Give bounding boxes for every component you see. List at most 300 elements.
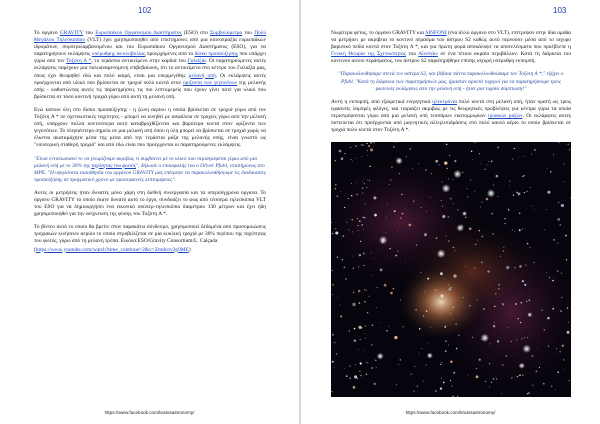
star bbox=[372, 324, 374, 326]
star bbox=[524, 337, 525, 338]
star bbox=[449, 155, 450, 156]
star bbox=[451, 386, 452, 387]
star bbox=[443, 382, 445, 384]
star bbox=[481, 262, 483, 264]
text-run: . Οι εκλάμψεις αυτές προέρχονται από υλικό που βρίσκεται σε τροχιά πολύ κοντά στον bbox=[34, 72, 266, 86]
star bbox=[506, 355, 507, 356]
star bbox=[489, 363, 491, 365]
star bbox=[487, 270, 489, 272]
quote-block bbox=[331, 71, 571, 92]
star bbox=[400, 359, 401, 360]
star bbox=[486, 198, 489, 201]
star bbox=[375, 360, 376, 361]
text-run: ", δήλωσε ο επικεφαλής του ο Oliver Pfuhl, επιστήμονας στο MPE. "Η υψηλότατα ευαισθησία του οργάνου GRAVITY μας επέτρεψε να παρακολουθήσουμε τις διαδικασίες προσαύξησης σε πραγματικό χρόνο με πρωτοφανείς λεπτομέρειες". bbox=[34, 162, 266, 183]
star bbox=[526, 301, 528, 303]
bright-star bbox=[487, 189, 495, 197]
star bbox=[550, 171, 551, 172]
star bbox=[564, 163, 565, 164]
star bbox=[430, 327, 431, 328]
star bbox=[343, 235, 345, 237]
star bbox=[358, 230, 359, 231]
star bbox=[355, 145, 356, 146]
star bbox=[441, 200, 442, 201]
star bbox=[361, 156, 362, 157]
star bbox=[427, 278, 429, 280]
star bbox=[362, 187, 364, 189]
star bbox=[352, 231, 353, 232]
text-run: του bbox=[83, 30, 96, 36]
hyperlink[interactable]: ορίζοντα των γεγονότων bbox=[182, 79, 237, 86]
star bbox=[446, 144, 448, 146]
star bbox=[436, 237, 438, 239]
hyperlink[interactable]: ταχύτητας του φωτός bbox=[91, 162, 136, 169]
star bbox=[440, 272, 443, 275]
hyperlink[interactable]: Γαλαξία bbox=[187, 58, 206, 65]
star bbox=[395, 142, 396, 143]
star bbox=[442, 181, 443, 182]
star bbox=[353, 386, 356, 389]
star bbox=[567, 331, 570, 334]
star bbox=[567, 307, 568, 308]
star bbox=[563, 181, 564, 182]
star bbox=[385, 232, 386, 233]
star bbox=[486, 164, 487, 165]
star bbox=[563, 369, 564, 370]
hyperlink[interactable]: GRAVITY bbox=[59, 30, 84, 36]
star bbox=[367, 150, 368, 151]
star bbox=[462, 172, 464, 174]
star bbox=[492, 233, 494, 235]
star bbox=[332, 294, 333, 295]
star bbox=[348, 198, 349, 199]
star bbox=[448, 344, 449, 345]
star bbox=[335, 188, 337, 190]
star bbox=[366, 187, 367, 188]
bright-star bbox=[440, 294, 444, 298]
star bbox=[546, 209, 547, 210]
star bbox=[397, 231, 398, 232]
star bbox=[521, 338, 522, 339]
bright-star bbox=[377, 353, 384, 360]
star bbox=[444, 161, 447, 164]
star bbox=[371, 252, 372, 253]
star bbox=[424, 233, 427, 236]
star bbox=[413, 201, 414, 202]
star bbox=[365, 204, 366, 205]
star bbox=[393, 146, 394, 147]
text-run: Το όργανο bbox=[34, 30, 60, 36]
star bbox=[557, 218, 560, 221]
star bbox=[532, 355, 534, 357]
star bbox=[358, 266, 359, 267]
star bbox=[362, 192, 363, 193]
bright-star bbox=[481, 334, 489, 342]
star bbox=[547, 191, 550, 194]
star bbox=[376, 367, 377, 368]
star bbox=[335, 184, 337, 186]
star bbox=[349, 330, 350, 331]
star bbox=[345, 278, 347, 280]
star bbox=[476, 375, 479, 378]
star bbox=[446, 168, 447, 169]
star bbox=[357, 378, 358, 379]
star bbox=[374, 214, 377, 217]
star bbox=[539, 367, 540, 368]
star bbox=[529, 247, 530, 248]
hyperlink[interactable]: υπέρυθρης ακτινοβολίας bbox=[91, 51, 146, 58]
star bbox=[480, 164, 481, 165]
star bbox=[524, 192, 525, 193]
star bbox=[334, 160, 336, 162]
star bbox=[549, 277, 550, 278]
star bbox=[565, 235, 567, 237]
star bbox=[332, 233, 333, 234]
star bbox=[506, 266, 509, 269]
star bbox=[370, 142, 372, 144]
star bbox=[523, 156, 524, 157]
star bbox=[356, 194, 357, 195]
star bbox=[524, 284, 526, 286]
star bbox=[496, 175, 499, 178]
star bbox=[333, 343, 334, 344]
star bbox=[496, 378, 497, 379]
star bbox=[536, 371, 538, 373]
star bbox=[423, 315, 424, 316]
page-footer-url: https://www.facebook.com/kratosastronomy/ bbox=[405, 410, 496, 415]
star bbox=[440, 364, 441, 365]
text-run: της μελανής οπής - καθιστώντας αυτές τις παρατηρήσεις τις πιο λεπτομερείς που έχουν γίνει ποτέ για υλικό που βρίσκεται σε τόσο κοντινή τροχιά γύρω από αυτή τη μελανή οπή. bbox=[34, 79, 266, 100]
star bbox=[454, 251, 455, 252]
star bbox=[553, 154, 554, 155]
hyperlink[interactable]: Ευρωπαϊκού Οργανισμού Διαστήματος bbox=[95, 30, 182, 36]
star bbox=[507, 327, 508, 328]
text-run: πολύ κοντά στη μελανή οπή, ήταν ορατή ως τρεις εμφανείς λαμπρές φλόγες, και ταιριάζει ακριβώς με τις θεωρητικές προβλέψεις για κέντρα γύρω τα οποία περιστρέφονται γύρω από μια μελανή οπή τεσσάρων εκατομμυρίων bbox=[331, 98, 571, 119]
star bbox=[355, 364, 356, 365]
star bbox=[441, 378, 442, 379]
star bbox=[421, 348, 422, 349]
star bbox=[358, 326, 361, 329]
star bbox=[439, 164, 440, 165]
star bbox=[509, 181, 510, 182]
star bbox=[364, 301, 366, 303]
star bbox=[331, 391, 332, 392]
star bbox=[508, 209, 510, 211]
star bbox=[497, 146, 499, 148]
star bbox=[504, 223, 505, 224]
star bbox=[450, 361, 452, 363]
star bbox=[370, 148, 373, 151]
star bbox=[543, 383, 545, 385]
star bbox=[362, 144, 364, 146]
star bbox=[519, 265, 522, 268]
star bbox=[521, 302, 523, 304]
star bbox=[493, 325, 495, 327]
star bbox=[427, 343, 428, 344]
galactic-center-star-field-image bbox=[331, 142, 571, 397]
star bbox=[394, 336, 397, 339]
star bbox=[490, 343, 491, 344]
star bbox=[528, 392, 530, 394]
star bbox=[450, 380, 451, 381]
star bbox=[557, 271, 558, 272]
star-field-graphic bbox=[331, 142, 571, 397]
hyperlink[interactable]: ηλεκτρόνια bbox=[432, 98, 457, 105]
star bbox=[349, 377, 351, 379]
star bbox=[350, 147, 352, 149]
star bbox=[518, 157, 519, 158]
star bbox=[450, 303, 451, 304]
star bbox=[467, 375, 468, 376]
star bbox=[387, 204, 388, 205]
star bbox=[418, 353, 419, 354]
hyperlink[interactable]: https://www.youtube.com/watch?time_continue=2&v=Zmdcov3p9ME bbox=[35, 246, 189, 253]
hyperlink[interactable]: Γενική Θεωρία της Σχετικότητας bbox=[331, 51, 406, 58]
star bbox=[412, 168, 413, 169]
star bbox=[406, 156, 407, 157]
star bbox=[463, 297, 464, 298]
star bbox=[351, 195, 352, 196]
star bbox=[491, 161, 493, 163]
star bbox=[563, 164, 564, 165]
star bbox=[444, 326, 446, 328]
star bbox=[442, 215, 445, 218]
hyperlink[interactable]: SINFONI bbox=[425, 30, 447, 36]
paragraph bbox=[34, 190, 266, 218]
star bbox=[356, 182, 357, 183]
star bbox=[341, 157, 344, 160]
hyperlink[interactable]: Τοξότη Α * bbox=[66, 58, 92, 65]
star bbox=[558, 202, 559, 203]
star bbox=[398, 364, 399, 365]
star bbox=[524, 175, 525, 176]
text-run: (ESO) στο bbox=[181, 30, 211, 36]
star bbox=[448, 285, 449, 286]
star bbox=[479, 153, 480, 154]
hyperlink[interactable]: Αϊνστάιν bbox=[418, 51, 438, 58]
bright-star bbox=[523, 345, 531, 353]
star bbox=[547, 168, 548, 169]
star bbox=[366, 143, 367, 144]
star bbox=[376, 307, 377, 308]
star bbox=[388, 326, 389, 327]
star bbox=[485, 381, 486, 382]
star bbox=[561, 204, 564, 207]
star bbox=[354, 339, 356, 341]
star bbox=[336, 353, 337, 354]
paragraph bbox=[34, 224, 266, 245]
text-run: του bbox=[405, 51, 419, 58]
star bbox=[556, 348, 557, 349]
star bbox=[366, 374, 367, 375]
star bbox=[537, 347, 538, 348]
star bbox=[339, 304, 340, 305]
star bbox=[364, 333, 365, 334]
star bbox=[453, 203, 454, 204]
text-run: "Είναι εντυπωσιακό το να γνωρίζουμε ακριβώς τι συμβαίνει με το υλικό που περιστρέφεται γύρω από μια μελανή οπή με το 30% της bbox=[34, 155, 257, 169]
video-link-paragraph bbox=[34, 247, 266, 254]
star bbox=[448, 240, 449, 241]
star bbox=[568, 322, 569, 323]
star bbox=[367, 155, 368, 156]
star bbox=[515, 303, 517, 305]
star bbox=[349, 170, 350, 171]
star bbox=[497, 196, 498, 197]
star bbox=[419, 328, 420, 329]
star bbox=[390, 179, 391, 180]
star bbox=[363, 229, 364, 230]
star bbox=[445, 350, 447, 352]
star bbox=[359, 220, 361, 222]
star bbox=[481, 202, 482, 203]
star bbox=[458, 335, 459, 336]
star bbox=[445, 341, 446, 342]
star bbox=[377, 287, 378, 288]
text-run: . Οι παρατηρούμενες αυτές εκλάμψεις παρέχουν μια πολυαναμενόμενη επιβεβαίωση, ότι το αντικείμενο στο κέντρο του Γαλαξία μας, όπως έχει θεωρηθεί εδώ και πολύ καιρό, είναι μια υπερμεγέθης bbox=[34, 58, 266, 79]
star bbox=[501, 393, 502, 394]
star bbox=[509, 186, 510, 187]
page-footer-url: https://www.facebook.com/kratosastronomy/ bbox=[104, 410, 195, 415]
star bbox=[511, 341, 512, 342]
star bbox=[397, 251, 398, 252]
star bbox=[559, 351, 560, 352]
star bbox=[344, 207, 345, 208]
star bbox=[420, 272, 421, 273]
star bbox=[502, 364, 503, 365]
text-run: (ένα άλλο όργανο στο VLT), επέτρεψαν στην ίδια ομάδα να μετρήσει με ακρίβεια το κοντινό πέρασμα του άστρου S2 καθώς αυτό περνούσε μέσα από το ισχυρό βαρυτικό πεδίο κοντά στον Τοξότη Α *, και για πρώτη φορά αποκάλυψε τα αποτελέσματα που προέβλεπε η bbox=[331, 30, 572, 51]
star bbox=[334, 367, 335, 368]
star bbox=[475, 244, 476, 245]
star bbox=[356, 158, 357, 159]
star bbox=[435, 390, 437, 392]
star bbox=[527, 393, 528, 394]
star bbox=[561, 297, 562, 298]
star bbox=[354, 328, 356, 330]
star bbox=[494, 322, 495, 323]
star bbox=[441, 362, 442, 363]
text-run: "Παρακολουθήσαμε στενά τον αστέρα S2, και βέβαια πάντα παρακολουθούσαμε τον Τοξότη Α *," εξήγει ο Pfuhl. "Κατά τη διάρκεια των παρατηρήσεών μας, ήμασταν αρκετά τυχεροί για να παρατηρήσουμε τρεις φωτεινές εκλάμψεις από την μελανή οπή - ήταν μια τυχαία σύμπτωση!" bbox=[338, 71, 564, 92]
star bbox=[500, 256, 501, 257]
star bbox=[332, 270, 333, 271]
star bbox=[520, 322, 521, 323]
quote-block bbox=[34, 156, 266, 184]
star bbox=[366, 362, 367, 363]
star bbox=[409, 224, 412, 227]
star bbox=[344, 267, 345, 268]
star bbox=[455, 250, 456, 251]
star bbox=[401, 194, 402, 195]
star bbox=[399, 173, 400, 174]
star bbox=[446, 325, 447, 326]
star bbox=[364, 265, 365, 266]
star bbox=[533, 262, 534, 263]
star bbox=[568, 380, 569, 381]
star bbox=[454, 160, 456, 162]
star bbox=[519, 374, 521, 376]
star bbox=[431, 173, 432, 174]
star bbox=[400, 299, 401, 300]
star bbox=[369, 180, 370, 181]
star bbox=[488, 161, 489, 162]
star bbox=[334, 342, 335, 343]
star bbox=[534, 209, 535, 210]
star bbox=[440, 387, 442, 389]
star bbox=[517, 192, 520, 195]
star bbox=[337, 256, 338, 257]
bright-star bbox=[373, 196, 377, 200]
star bbox=[426, 310, 427, 311]
star bbox=[498, 284, 499, 285]
text-run: (VLT) έχει χρησιμοποιηθεί από επιστήμονες από μια κοινοπραξία ευρωπαϊκών ιδρυμάτων, συμπεριλαμβανομένου και του Ευρωπαϊκού Οργανισμού Διαστήματος (ESO), για να παρατηρήσουν εκλάμψεις bbox=[34, 37, 267, 58]
star bbox=[569, 149, 570, 150]
star bbox=[544, 229, 545, 230]
hyperlink[interactable]: Συμβολόμετρο bbox=[210, 30, 243, 36]
star bbox=[465, 266, 466, 267]
star bbox=[450, 198, 451, 199]
star bbox=[332, 361, 334, 363]
star bbox=[346, 375, 348, 377]
right-page bbox=[301, 0, 600, 424]
hyperlink[interactable]: μελανή οπή bbox=[188, 72, 216, 79]
star bbox=[344, 153, 345, 154]
star bbox=[474, 268, 475, 269]
star bbox=[444, 278, 445, 279]
star bbox=[369, 296, 370, 297]
star bbox=[369, 166, 370, 167]
star bbox=[465, 217, 466, 218]
star bbox=[371, 344, 372, 345]
star bbox=[541, 310, 542, 311]
bright-star bbox=[427, 353, 433, 359]
star bbox=[380, 269, 383, 272]
hyperlink[interactable]: δίσκο προσαύξησης bbox=[194, 51, 238, 58]
star bbox=[479, 359, 481, 361]
bright-star bbox=[442, 184, 451, 193]
star bbox=[390, 292, 392, 294]
bright-star bbox=[379, 236, 387, 244]
star bbox=[340, 315, 342, 317]
star bbox=[358, 350, 359, 351]
paragraph bbox=[331, 30, 571, 65]
page-content bbox=[34, 30, 266, 260]
star bbox=[426, 364, 427, 365]
star bbox=[357, 225, 358, 226]
left-page bbox=[0, 0, 299, 424]
star bbox=[366, 290, 367, 291]
star bbox=[448, 216, 449, 217]
star bbox=[386, 217, 387, 218]
hyperlink[interactable]: ηλιακών μαζών bbox=[487, 112, 523, 119]
star bbox=[452, 179, 453, 180]
text-run: του bbox=[242, 30, 255, 36]
star bbox=[395, 255, 397, 257]
star bbox=[519, 229, 521, 231]
star bbox=[421, 207, 422, 208]
hyperlink[interactable]: Πολύ Μεγάλου Τηλεσκοπίου bbox=[34, 30, 266, 44]
page-content bbox=[331, 30, 571, 140]
star bbox=[389, 248, 390, 249]
star bbox=[560, 310, 561, 311]
star bbox=[391, 167, 392, 168]
star bbox=[560, 224, 561, 225]
star bbox=[372, 275, 373, 276]
star bbox=[335, 228, 336, 229]
star bbox=[514, 148, 515, 149]
star bbox=[350, 159, 351, 160]
star bbox=[359, 254, 361, 256]
star bbox=[453, 247, 454, 248]
star bbox=[516, 192, 518, 194]
star bbox=[374, 258, 375, 259]
